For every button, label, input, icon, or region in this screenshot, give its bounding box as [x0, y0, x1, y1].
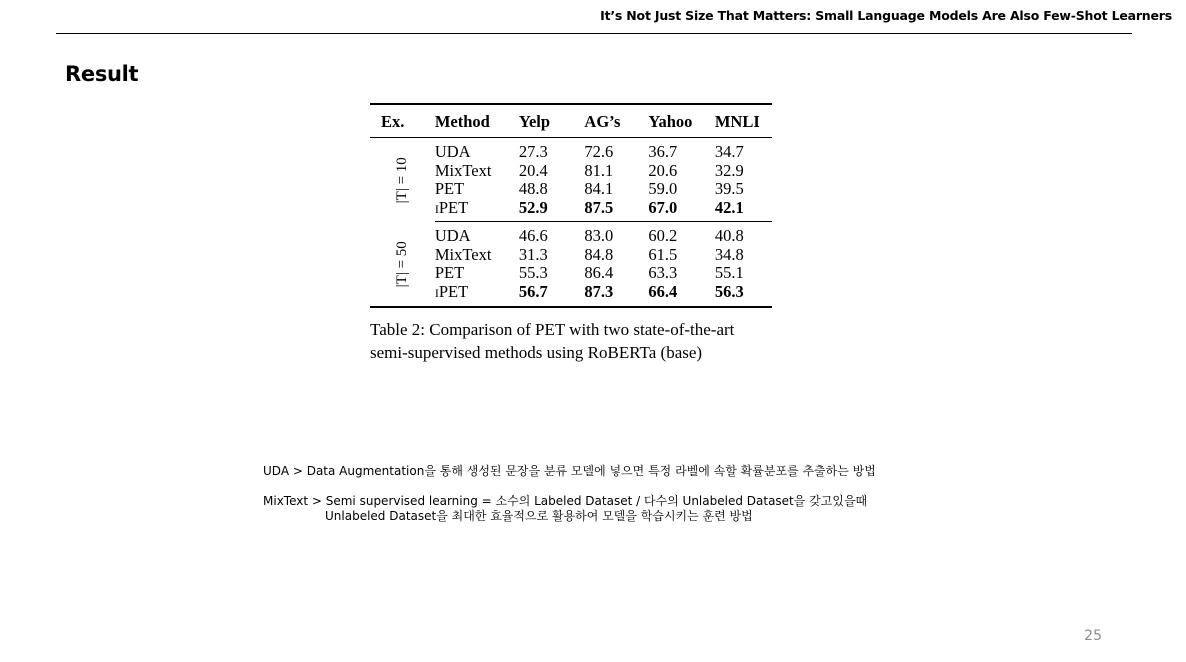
method-cell: MixText: [434, 244, 492, 264]
yahoo-cell: 36.7: [648, 142, 678, 161]
mnli-cell: 56.3: [714, 281, 744, 301]
mnli-cell: 39.5: [714, 179, 744, 198]
mnli-cell: 34.8: [714, 244, 744, 264]
group-label: |T| = 10: [394, 156, 411, 204]
yahoo-cell: 67.0: [648, 199, 714, 222]
yelp-cell: 56.7: [518, 281, 548, 301]
group-label: |T| = 50: [394, 240, 411, 288]
method-cell: MixText: [434, 160, 492, 180]
yahoo-cell: 60.2: [648, 226, 678, 245]
mnli-cell: 34.7: [714, 142, 744, 161]
mnli-cell: 42.1: [715, 199, 772, 222]
caption-line-2: semi-supervised methods using RoBERTa (base): [370, 343, 703, 362]
yelp-cell: 20.4: [518, 160, 548, 180]
yahoo-cell: 66.4: [648, 281, 678, 301]
table-caption: [370, 318, 780, 364]
slide-title: Result: [65, 62, 139, 86]
table-row: [370, 138, 772, 162]
method-cell: PET: [434, 263, 465, 282]
ag-cell: 87.3: [584, 281, 614, 301]
column-header-yahoo: Yahoo: [648, 104, 714, 138]
yelp-cell: 31.3: [518, 244, 548, 264]
results-table: [370, 103, 772, 308]
mnli-cell: 32.9: [714, 160, 744, 180]
uda-note: UDA > Data Augmentation을 통해 생성된 문장을 분류 모델에 넣으면 특정 라벨에 속할 확률분포를 추출하는 방법: [263, 464, 876, 478]
ag-cell: 84.8: [584, 244, 614, 264]
table-row: [370, 222, 772, 246]
group-label-cell: [370, 222, 435, 308]
caption-line-1: Table 2: Comparison of PET with two state-of-the-art: [370, 320, 735, 339]
ag-cell: 87.5: [584, 199, 648, 222]
column-header-mnli: MNLI: [715, 104, 772, 138]
ag-cell: 81.1: [584, 160, 614, 180]
paper-title: It’s Not Just Size That Matters: Small Language Models Are Also Few-Shot Learners: [600, 8, 1172, 23]
method-cell: PET: [434, 179, 465, 198]
mixtext-note-line-1: MixText > Semi supervised learning = 소수의 Labeled Dataset / 다수의 Unlabeled Dataset을 갖고있을때: [263, 494, 868, 508]
results-table-container: [370, 103, 772, 308]
page-number: 25: [1084, 628, 1102, 644]
method-cell: iPET: [434, 281, 469, 301]
yahoo-cell: 59.0: [648, 179, 678, 198]
ag-cell: 83.0: [584, 226, 614, 245]
ag-cell: 86.4: [584, 263, 614, 282]
mnli-cell: 55.1: [714, 263, 744, 282]
column-header-method: Method: [435, 104, 519, 138]
yelp-cell: 27.3: [518, 142, 548, 161]
method-cell: iPET: [435, 199, 519, 222]
yelp-cell: 48.8: [518, 179, 548, 198]
ag-cell: 84.1: [584, 179, 614, 198]
table-header-row: [370, 104, 772, 138]
column-header-ex: Ex.: [370, 104, 435, 138]
mnli-cell: 40.8: [714, 226, 744, 245]
yelp-cell: 46.6: [518, 226, 548, 245]
yahoo-cell: 61.5: [648, 244, 678, 264]
method-cell: UDA: [434, 142, 471, 161]
table-group-t10: [370, 138, 772, 222]
mixtext-note-line-2: Unlabeled Dataset을 최대한 효율적으로 활용하여 모델을 학습시키는 훈련 방법: [325, 509, 753, 523]
ag-cell: 72.6: [584, 142, 614, 161]
method-cell: UDA: [434, 226, 471, 245]
yelp-cell: 52.9: [519, 199, 585, 222]
group-label-cell: [370, 138, 435, 222]
column-header-yelp: Yelp: [519, 104, 585, 138]
column-header-ag: AG’s: [584, 104, 648, 138]
yahoo-cell: 20.6: [648, 160, 678, 180]
table-group-t50: [370, 222, 772, 308]
yahoo-cell: 63.3: [648, 263, 678, 282]
yelp-cell: 55.3: [518, 263, 548, 282]
header-divider: [56, 33, 1132, 34]
